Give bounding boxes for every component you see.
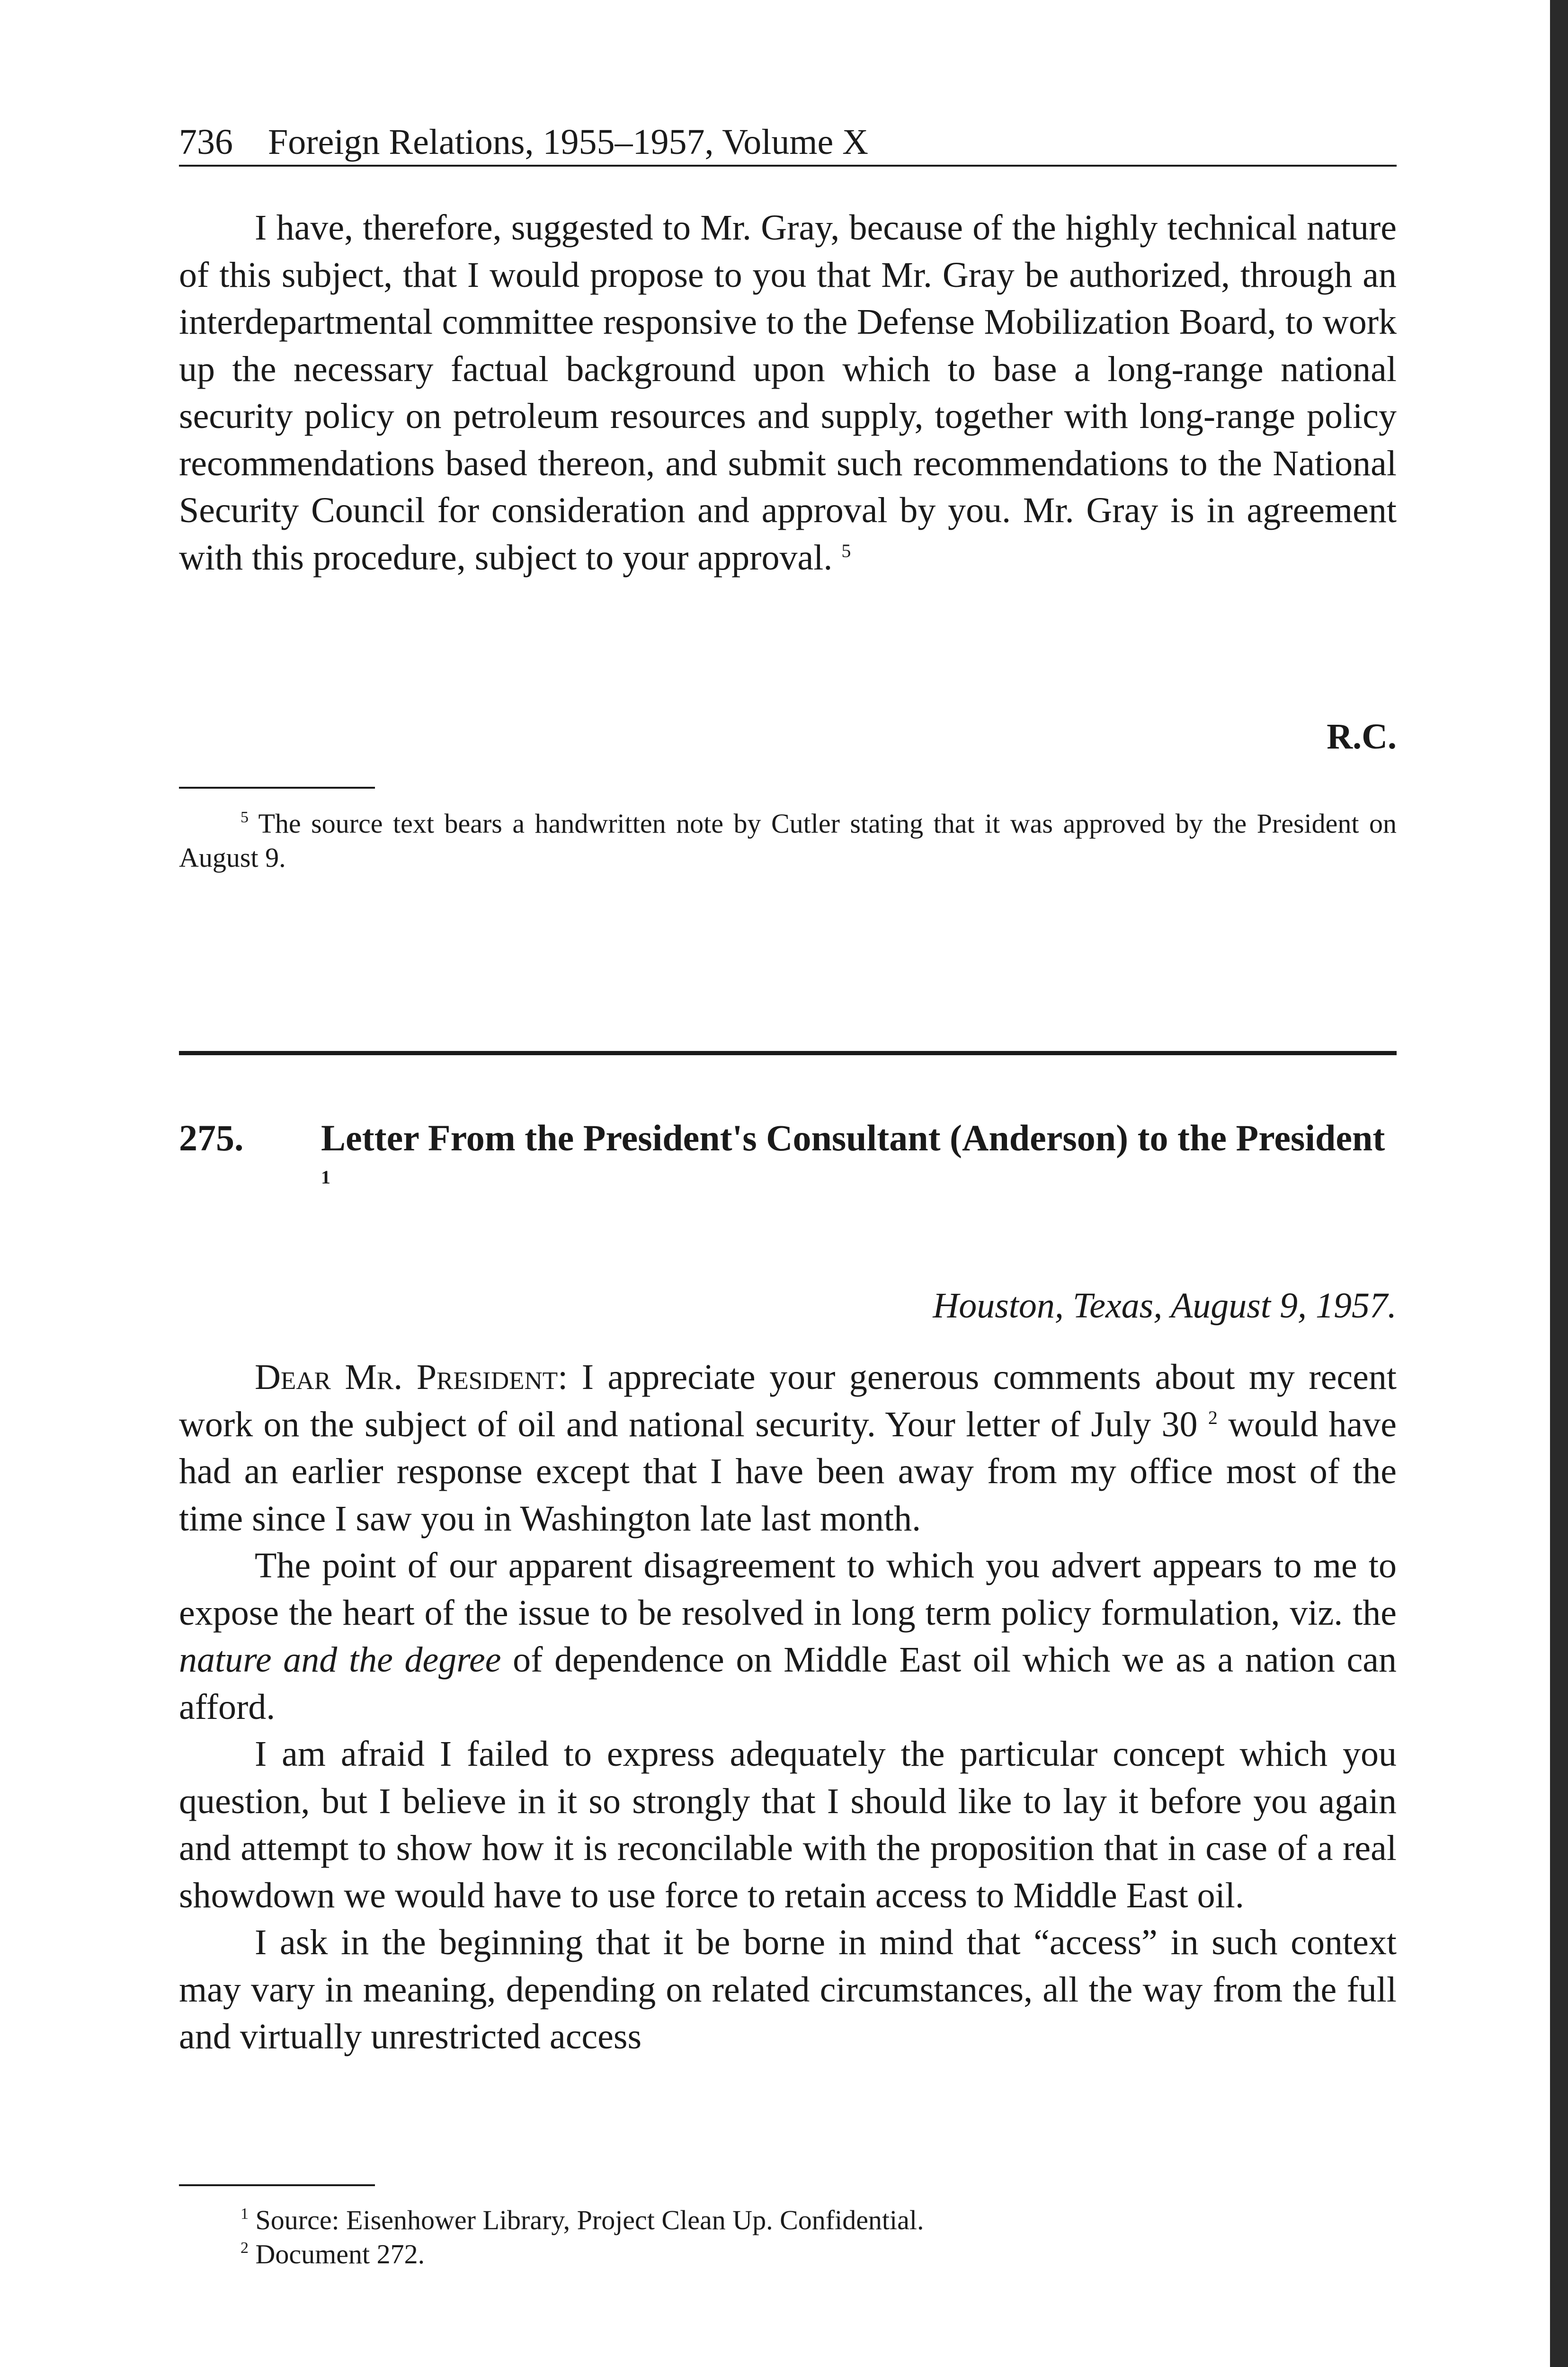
footnote-number: 5 — [241, 809, 249, 826]
footnote-ref: 1 — [321, 1166, 330, 1188]
footnote-ref: 5 — [841, 540, 851, 561]
previous-document-body — [179, 205, 1397, 581]
section-divider — [179, 1051, 1397, 1055]
footnote-number: 2 — [241, 2239, 249, 2257]
footnote-text: The source text bears a handwritten note by Cutler stating that it was approved by the President on August 9. — [179, 808, 1397, 873]
scan-edge — [1550, 0, 1568, 2367]
document-title: Letter From the President's Consultant (Anderson) to the President $^1$ — [321, 1117, 1385, 1188]
footnote-ref: 2 — [1208, 1406, 1218, 1428]
footnote-text: Document 272. — [255, 2239, 425, 2269]
document-page — [179, 0, 1397, 2367]
footnotes — [179, 2203, 1397, 2271]
footnote — [179, 2203, 1397, 2237]
page-number: 736 — [179, 122, 233, 162]
footnote-number: 1 — [241, 2205, 249, 2223]
body-paragraph: The point of our apparent disagreement to which you advert appears to me to expose the heart of the issue to be resolved in long term policy formulation, viz. the nature and the degree of dependence on Middle East oil which we as a nation can afford. — [179, 1546, 1397, 1727]
document-number: 275. — [179, 1117, 244, 1158]
letter-body — [179, 1354, 1397, 2061]
body-paragraph: I have, therefore, suggested to Mr. Gray, because of the highly technical nature of this subject, that I would propose to you that Mr. Gray be authorized, through an interdepartmental committee responsive to the Defense Mobilization Board, to work up the necessary factual background upon which to base a long-range national security policy on petroleum resources and supply, together with long-range policy recommendations based thereon, and submit such recommendations to the National Security Council for consideration and approval by you. Mr. Gray is in agreement with this procedure, subject to your approval. $^5$ — [179, 208, 1397, 578]
footnote — [179, 2237, 1397, 2271]
body-paragraph: Dear Mr. President: I appreciate your generous comments about my recent work on the subject of oil and national security. Your letter of July 30 $^2$ would have had an earlier response except that I have been away from my office most of the time since I saw you in Washington late last month. — [179, 1357, 1397, 1539]
dateline: Houston, Texas, August 9, 1957. — [933, 1286, 1397, 1326]
salutation: Dear Mr. President: — [255, 1357, 568, 1397]
footnote-rule — [179, 2184, 375, 2186]
signature-initials: R.C. — [1327, 717, 1397, 756]
series-title: Foreign Relations, 1955–1957, Volume X — [268, 122, 869, 162]
footnote — [179, 807, 1397, 875]
body-paragraph: I ask in the beginning that it be borne in mind that “access” in such context may vary in meaning, depending on related circumstances, all the way from the full and virtually unrestricted access — [179, 1922, 1397, 2056]
footnote-rule — [179, 787, 375, 789]
footnote-text: Source: Eisenhower Library, Project Clean Up. Confidential. — [255, 2205, 924, 2235]
running-head — [179, 119, 1397, 167]
body-paragraph: I am afraid I failed to express adequately the particular concept which you question, but I believe in it so strongly that I should like to lay it before you again and attempt to show how it is reconcilable with the proposition that in case of a real showdown we would have to use force to retain access to Middle East oil. — [179, 1734, 1397, 1915]
